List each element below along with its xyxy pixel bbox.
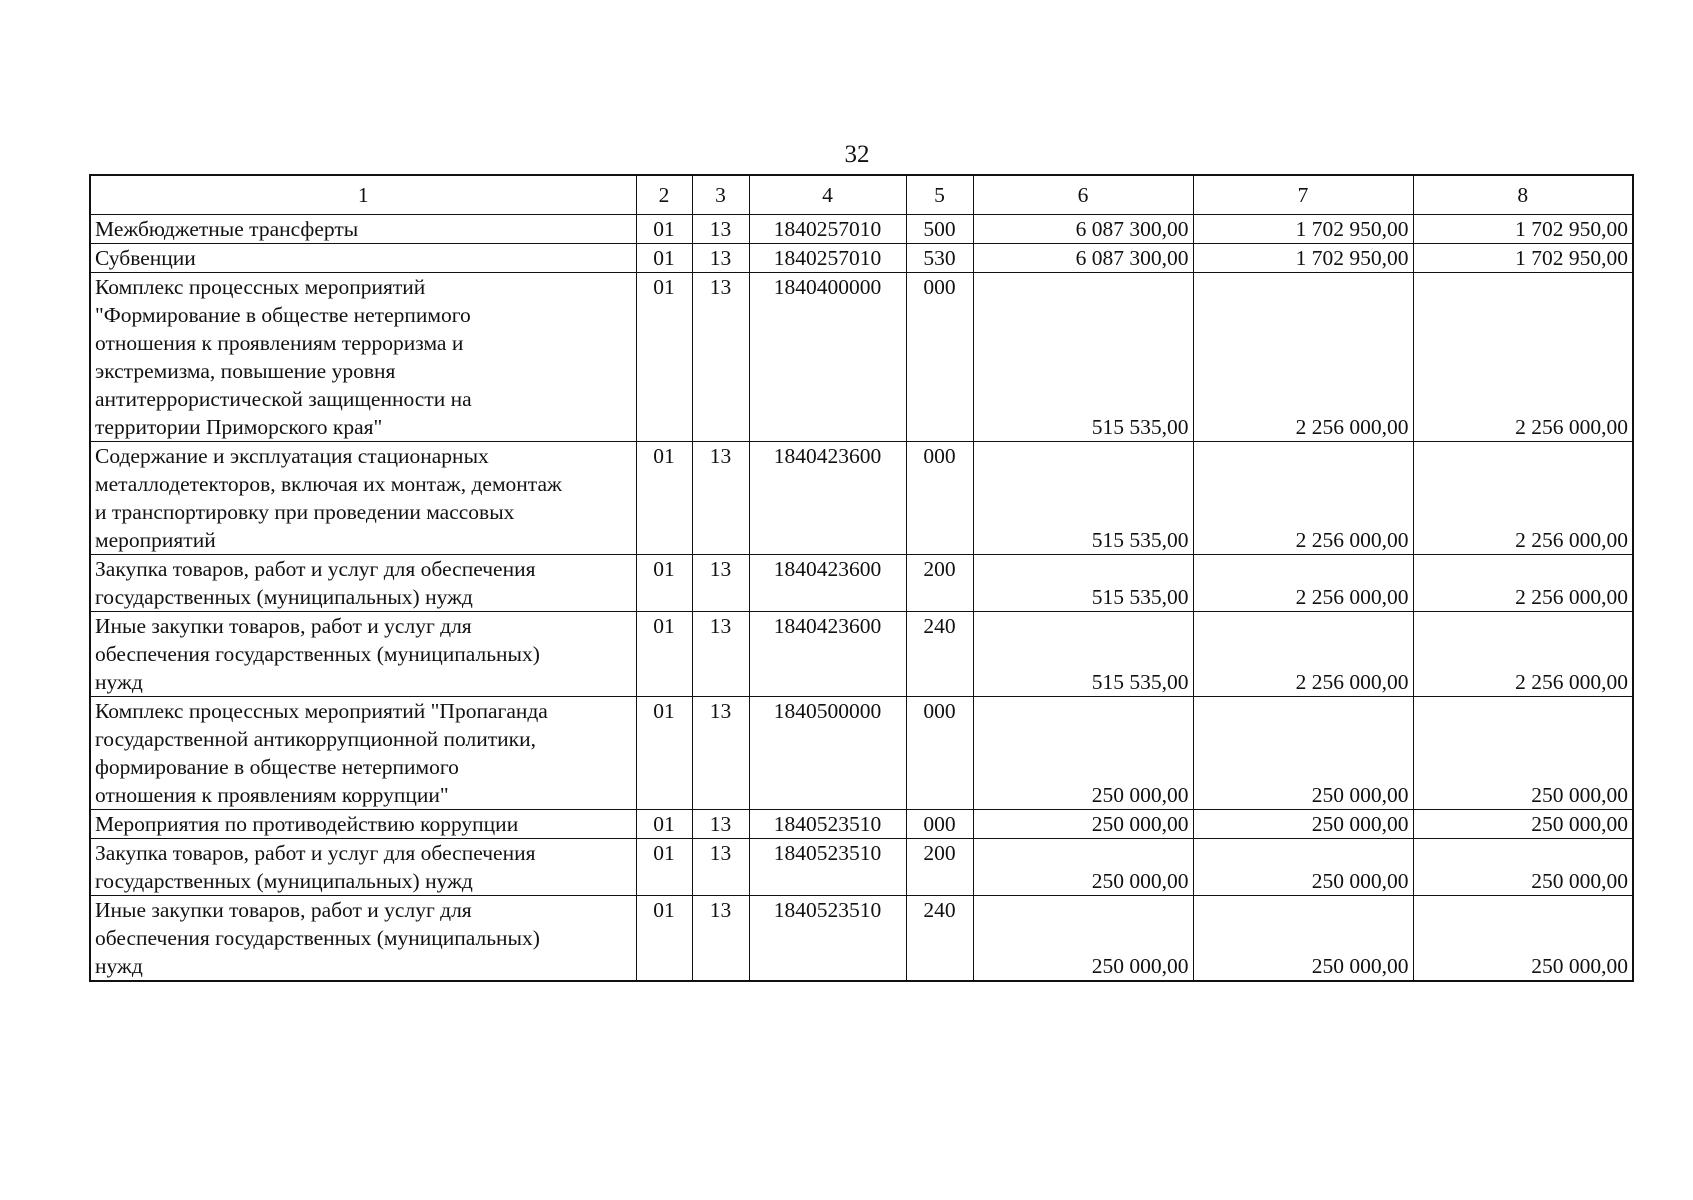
row-name — [90, 273, 636, 442]
row-amount-col6: 515 535,00 — [973, 555, 1193, 612]
table-header-row — [90, 175, 1633, 215]
row-name-line: государственных (муниципальных) нужд — [95, 869, 473, 893]
row-subsection-code: 13 — [692, 896, 749, 982]
row-name-line: отношения к проявлениям коррупции" — [95, 783, 449, 807]
row-expense-type: 240 — [906, 612, 973, 697]
row-section-code: 01 — [636, 810, 692, 839]
row-section-code: 01 — [636, 273, 692, 442]
row-section-code: 01 — [636, 612, 692, 697]
row-target-article: 1840423600 — [749, 612, 906, 697]
row-name-line: нужд — [95, 954, 143, 978]
row-section-code: 01 — [636, 215, 692, 244]
row-name: Субвенции — [90, 244, 636, 273]
row-amount-col6: 6 087 300,00 — [973, 244, 1193, 273]
row-amount-col7: 2 256 000,00 — [1193, 442, 1413, 555]
row-target-article: 1840523510 — [749, 896, 906, 982]
row-amount-col7: 250 000,00 — [1193, 839, 1413, 896]
row-target-article: 1840423600 — [749, 442, 906, 555]
row-expense-type: 000 — [906, 810, 973, 839]
row-section-code: 01 — [636, 442, 692, 555]
row-amount-col7: 1 702 950,00 — [1193, 215, 1413, 244]
row-section-code: 01 — [636, 697, 692, 810]
row-target-article: 1840257010 — [749, 244, 906, 273]
row-expense-type: 530 — [906, 244, 973, 273]
table-row — [90, 839, 1633, 896]
row-amount-col8: 1 702 950,00 — [1413, 215, 1633, 244]
row-amount-col7: 2 256 000,00 — [1193, 273, 1413, 442]
row-subsection-code: 13 — [692, 215, 749, 244]
row-name — [90, 839, 636, 896]
row-amount-col7: 2 256 000,00 — [1193, 612, 1413, 697]
row-amount-col7: 2 256 000,00 — [1193, 555, 1413, 612]
row-name-line: обеспечения государственных (муниципальных) — [95, 642, 540, 666]
row-name-line: обеспечения государственных (муниципальных) — [95, 926, 540, 950]
row-name-line: Комплекс процессных мероприятий — [95, 275, 426, 299]
table-row — [90, 697, 1633, 810]
row-amount-col7: 1 702 950,00 — [1193, 244, 1413, 273]
row-name — [90, 555, 636, 612]
row-amount-col8: 250 000,00 — [1413, 810, 1633, 839]
row-subsection-code: 13 — [692, 442, 749, 555]
header-col-5: 5 — [906, 175, 973, 215]
row-name-line: нужд — [95, 670, 143, 694]
row-name — [90, 697, 636, 810]
row-expense-type: 000 — [906, 697, 973, 810]
row-target-article: 1840523510 — [749, 839, 906, 896]
row-subsection-code: 13 — [692, 612, 749, 697]
row-name-line: антитеррористической защищенности на — [95, 387, 472, 411]
row-target-article: 1840423600 — [749, 555, 906, 612]
header-col-7: 7 — [1193, 175, 1413, 215]
row-expense-type: 000 — [906, 273, 973, 442]
row-amount-col6: 250 000,00 — [973, 896, 1193, 982]
row-amount-col6: 515 535,00 — [973, 612, 1193, 697]
row-subsection-code: 13 — [692, 839, 749, 896]
row-amount-col7: 250 000,00 — [1193, 810, 1413, 839]
row-target-article: 1840257010 — [749, 215, 906, 244]
row-name-line: Комплекс процессных мероприятий "Пропаганда — [95, 699, 548, 723]
row-amount-col6: 250 000,00 — [973, 697, 1193, 810]
table-row — [90, 810, 1633, 839]
row-name — [90, 896, 636, 982]
row-name-line: и транспортировку при проведении массовых — [95, 500, 515, 524]
table-row — [90, 273, 1633, 442]
row-name — [90, 612, 636, 697]
row-name-line: "Формирование в обществе нетерпимого — [95, 303, 471, 327]
header-col-6: 6 — [973, 175, 1193, 215]
page-number: 32 — [844, 141, 870, 168]
header-col-2: 2 — [636, 175, 692, 215]
row-amount-col8: 2 256 000,00 — [1413, 555, 1633, 612]
row-expense-type: 200 — [906, 839, 973, 896]
row-target-article: 1840523510 — [749, 810, 906, 839]
row-name-line: отношения к проявлениям терроризма и — [95, 331, 464, 355]
row-name-line: формирование в обществе нетерпимого — [95, 755, 459, 779]
table-row — [90, 555, 1633, 612]
row-amount-col6: 6 087 300,00 — [973, 215, 1193, 244]
budget-table — [89, 174, 1634, 982]
row-amount-col6: 515 535,00 — [973, 442, 1193, 555]
row-amount-col8: 2 256 000,00 — [1413, 442, 1633, 555]
row-subsection-code: 13 — [692, 697, 749, 810]
row-section-code: 01 — [636, 896, 692, 982]
row-target-article: 1840400000 — [749, 273, 906, 442]
row-name-line: Закупка товаров, работ и услуг для обеспечения — [95, 557, 536, 581]
table-row — [90, 442, 1633, 555]
row-amount-col8: 250 000,00 — [1413, 697, 1633, 810]
row-amount-col6: 515 535,00 — [973, 273, 1193, 442]
row-subsection-code: 13 — [692, 273, 749, 442]
row-name-line: металлодетекторов, включая их монтаж, демонтаж — [95, 472, 562, 496]
row-amount-col8: 2 256 000,00 — [1413, 273, 1633, 442]
row-amount-col7: 250 000,00 — [1193, 697, 1413, 810]
row-name-line: государственной антикоррупционной политики, — [95, 727, 536, 751]
row-amount-col8: 250 000,00 — [1413, 839, 1633, 896]
row-expense-type: 000 — [906, 442, 973, 555]
row-expense-type: 500 — [906, 215, 973, 244]
header-col-8: 8 — [1413, 175, 1633, 215]
row-name-line: экстремизма, повышение уровня — [95, 359, 396, 383]
row-subsection-code: 13 — [692, 555, 749, 612]
header-col-1: 1 — [90, 175, 636, 215]
row-name-line: Иные закупки товаров, работ и услуг для — [95, 898, 472, 922]
table-row — [90, 612, 1633, 697]
row-amount-col7: 250 000,00 — [1193, 896, 1413, 982]
table-row — [90, 244, 1633, 273]
row-section-code: 01 — [636, 839, 692, 896]
row-amount-col8: 1 702 950,00 — [1413, 244, 1633, 273]
row-name — [90, 442, 636, 555]
row-name-line: Содержание и эксплуатация стационарных — [95, 444, 489, 468]
row-subsection-code: 13 — [692, 244, 749, 273]
row-name-line: территории Приморского края" — [95, 415, 383, 439]
row-section-code: 01 — [636, 244, 692, 273]
row-name-line: Иные закупки товаров, работ и услуг для — [95, 614, 472, 638]
row-target-article: 1840500000 — [749, 697, 906, 810]
row-name-line: государственных (муниципальных) нужд — [95, 585, 473, 609]
header-col-3: 3 — [692, 175, 749, 215]
row-amount-col6: 250 000,00 — [973, 810, 1193, 839]
row-expense-type: 240 — [906, 896, 973, 982]
row-expense-type: 200 — [906, 555, 973, 612]
row-amount-col8: 2 256 000,00 — [1413, 612, 1633, 697]
table-row — [90, 215, 1633, 244]
row-subsection-code: 13 — [692, 810, 749, 839]
row-name: Мероприятия по противодействию коррупции — [90, 810, 636, 839]
row-name-line: мероприятий — [95, 528, 216, 552]
table-row — [90, 896, 1633, 982]
header-col-4: 4 — [749, 175, 906, 215]
row-name-line: Закупка товаров, работ и услуг для обеспечения — [95, 841, 536, 865]
row-name: Межбюджетные трансферты — [90, 215, 636, 244]
row-section-code: 01 — [636, 555, 692, 612]
row-amount-col6: 250 000,00 — [973, 839, 1193, 896]
row-amount-col8: 250 000,00 — [1413, 896, 1633, 982]
